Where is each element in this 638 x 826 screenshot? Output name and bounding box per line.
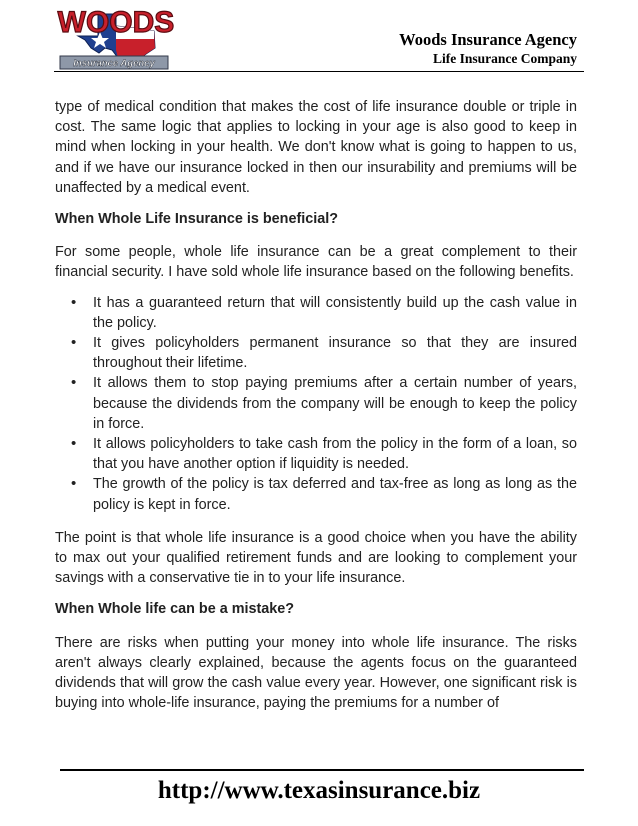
list-item: • It allows policyholders to take cash from the policy in the form of a loan, so that you have another option if liquidity is needed. <box>93 434 577 474</box>
list-item: • It has a guaranteed return that will consistently build up the cash value in the policy. <box>93 293 577 333</box>
header-subtitle: Life Insurance Company <box>432 51 577 66</box>
logo-graphic <box>54 6 178 72</box>
beneficial-paragraph: For some people, whole life insurance can be a great complement to their financial security. I have sold whole life insurance based on the following benefits. <box>55 244 577 281</box>
point-paragraph: The point is that whole life insurance is a good choice when you have the ability to max out your qualified retirement funds and are looking to complement your savings with a conservative tie in to your life insurance. <box>55 529 577 587</box>
footer-divider <box>60 769 584 771</box>
heading-whole-life-mistake: When Whole life can be a mistake? <box>55 601 295 618</box>
list-item: • The growth of the policy is tax deferred and tax-free as long as long as the policy is kept in force. <box>93 474 577 514</box>
mistake-paragraph: There are risks when putting your money into whole life insurance. The risks aren't always clearly explained, because the agents focus on the guaranteed dividends that will grow the cash value every year. However, one significant risk is buying into whole-life insurance, paying the premiums for a number of <box>55 634 577 712</box>
intro-paragraph: type of medical condition that makes the cost of life insurance double or triple in cost. The same logic that applies to locking in your age is also good to keep in mind when locking in your health. We don't know what is going to happen to us, and if we have our insurance locked in then our insurability and premiums will be unaffected by a medical event. <box>55 99 577 196</box>
list-item: • It gives policyholders permanent insurance so that they are insured throughout their lifetime. <box>93 333 577 373</box>
logo-tagline: Insurance Agency <box>73 58 155 69</box>
header-company-name: Woods Insurance Agency <box>399 30 577 49</box>
logo-wordmark: WOODS <box>57 6 175 39</box>
benefits-list <box>55 293 577 515</box>
list-item: • It allows them to stop paying premiums after a certain number of years, because the dividends from the company will be enough to keep the policy in force. <box>93 373 577 434</box>
header-divider <box>54 71 584 72</box>
article-body <box>55 97 577 713</box>
footer-website-url: http://www.texasinsurance.biz <box>157 777 481 804</box>
woods-insurance-logo <box>54 6 178 72</box>
heading-whole-life-beneficial: When Whole Life Insurance is beneficial? <box>55 211 339 228</box>
